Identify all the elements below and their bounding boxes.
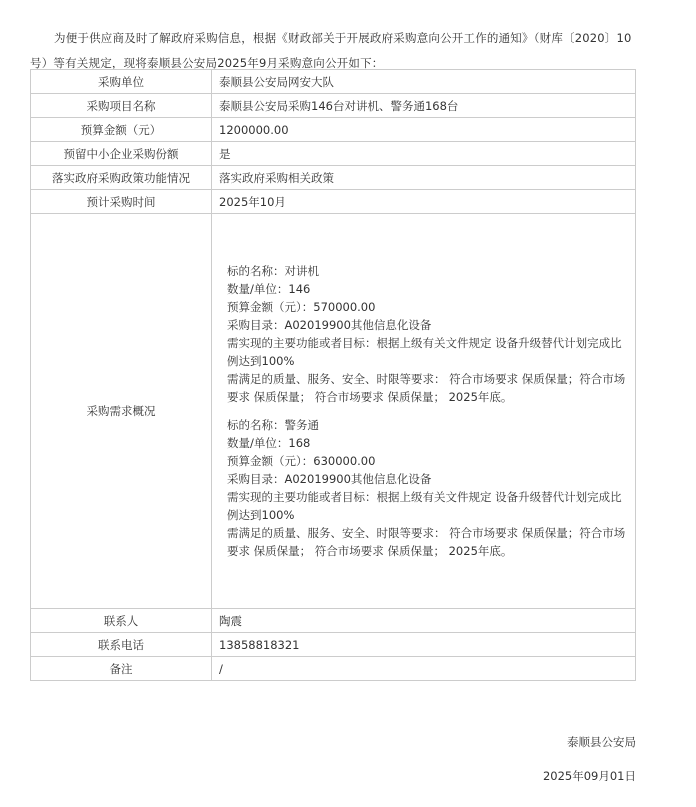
sme-label: 预留中小企业采购份额 [31, 142, 212, 166]
item-budget: 预算金额（元）：630000.00 [227, 454, 376, 468]
table-row [31, 633, 636, 657]
table-row [31, 166, 636, 190]
phone-value: 13858818321 [212, 633, 636, 657]
project-label: 采购项目名称 [31, 94, 212, 118]
requirements-cell [212, 214, 636, 609]
table-row [31, 657, 636, 681]
unit-value: 泰顺县公安局网安大队 [212, 70, 636, 94]
budget-label: 预算金额（元） [31, 118, 212, 142]
requirements-label: 采购需求概况 [31, 214, 212, 609]
item-name: 标的名称：对讲机 [227, 264, 319, 278]
item-goal: 需实现的主要功能或者目标：根据上级有关文件规定 设备升级替代计划完成比例达到100% [227, 490, 622, 522]
policy-label: 落实政府采购政策功能情况 [31, 166, 212, 190]
table-row [31, 142, 636, 166]
requirement-item [227, 416, 628, 560]
item-quantity: 数量/单位：168 [227, 436, 311, 450]
item-catalog: 采购目录：A02019900其他信息化设备 [227, 472, 432, 486]
project-value: 泰顺县公安局采购146台对讲机、警务通168台 [212, 94, 636, 118]
contact-value: 陶震 [212, 609, 636, 633]
item-name: 标的名称：警务通 [227, 418, 319, 432]
table-row [31, 609, 636, 633]
table-row [31, 214, 636, 609]
sme-value: 是 [212, 142, 636, 166]
unit-label: 采购单位 [31, 70, 212, 94]
time-value: 2025年10月 [212, 190, 636, 214]
item-catalog: 采购目录：A02019900其他信息化设备 [227, 318, 432, 332]
contact-label: 联系人 [31, 609, 212, 633]
item-goal: 需实现的主要功能或者目标：根据上级有关文件规定 设备升级替代计划完成比例达到100% [227, 336, 622, 368]
budget-value: 1200000.00 [212, 118, 636, 142]
item-quality: 需满足的质量、服务、安全、时限等要求： 符合市场要求 保质保量；符合市场要求 保质保量； 符合市场要求 保质保量； 2025年底。 [227, 372, 626, 404]
requirements-list [219, 262, 628, 560]
time-label: 预计采购时间 [31, 190, 212, 214]
intro-paragraph: 为便于供应商及时了解政府采购信息，根据《财政部关于开展政府采购意向公开工作的通知》（财库〔2020〕10号）等有关规定，现将泰顺县公安局2025年9月采购意向公开如下： [30, 30, 632, 70]
remark-label: 备注 [31, 657, 212, 681]
item-quality: 需满足的质量、服务、安全、时限等要求： 符合市场要求 保质保量；符合市场要求 保质保量； 符合市场要求 保质保量； 2025年底。 [227, 526, 626, 558]
phone-label: 联系电话 [31, 633, 212, 657]
remark-value: / [212, 657, 636, 681]
issue-date: 2025年09月01日 [542, 769, 636, 783]
table-row [31, 118, 636, 142]
table-row [31, 190, 636, 214]
procurement-table [30, 69, 636, 681]
item-budget: 预算金额（元）：570000.00 [227, 300, 376, 314]
issuer-name: 泰顺县公安局 [567, 735, 636, 749]
table-row [31, 70, 636, 94]
item-quantity: 数量/单位：146 [227, 282, 311, 296]
table-row [31, 94, 636, 118]
requirement-item [227, 262, 628, 406]
policy-value: 落实政府采购相关政策 [212, 166, 636, 190]
